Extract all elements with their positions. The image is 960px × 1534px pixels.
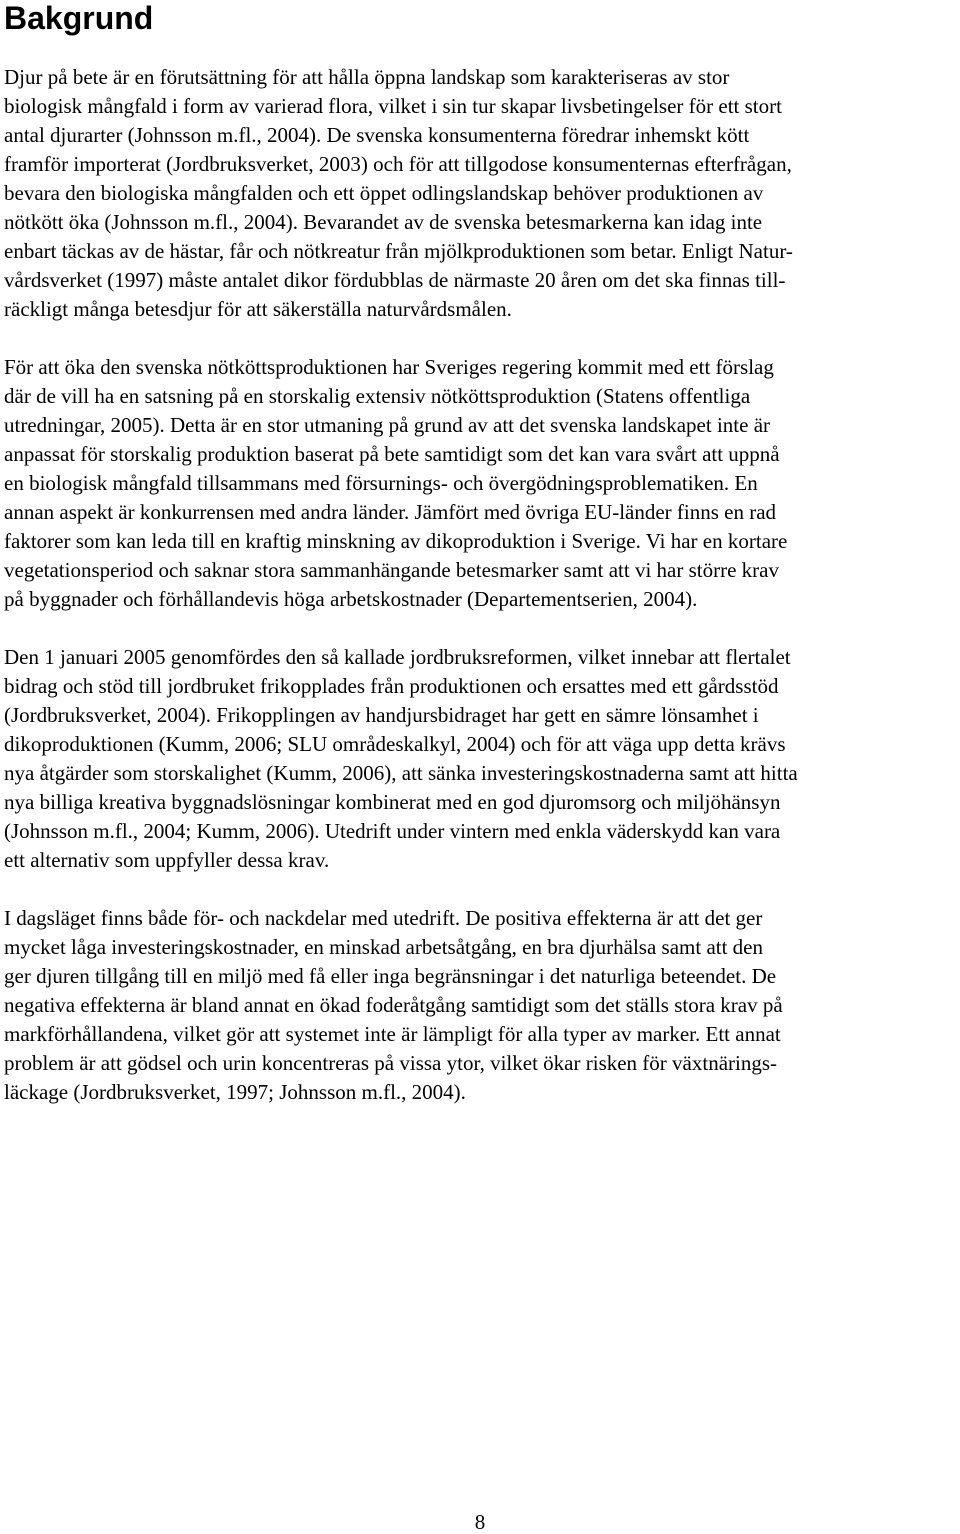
paragraph-line: framför importerat (Jordbruksverket, 2003) och för att tillgodose konsumenternas efterfrågan, <box>4 152 792 176</box>
paragraph-line: bidrag och stöd till jordbruket frikopplades från produktionen och ersattes med ett gårdsstöd <box>4 674 779 698</box>
paragraph-line: anpassat för storskalig produktion baserat på bete samtidigt som det kan vara svårt att uppnå <box>4 442 780 466</box>
paragraph-line: markförhållandena, vilket gör att systemet inte är lämpligt för alla typer av marker. Ett annat <box>4 1022 781 1046</box>
paragraph-1 <box>4 63 956 324</box>
paragraph-2 <box>4 353 956 614</box>
paragraph-3 <box>4 643 956 875</box>
paragraph-line: annan aspekt är konkurrensen med andra länder. Jämfört med övriga EU-länder finns en rad <box>4 500 777 524</box>
paragraph-line: nötkött öka (Johnsson m.fl., 2004). Bevarandet av de svenska betesmarkerna kan idag inte <box>4 210 763 234</box>
paragraph-line: Djur på bete är en förutsättning för att hålla öppna landskap som karakteriseras av stor <box>4 65 730 89</box>
paragraph-line: biologisk mångfald i form av varierad flora, vilket i sin tur skapar livsbetingelser för ett stort <box>4 94 782 118</box>
paragraph-line: faktorer som kan leda till en kraftig minskning av dikoproduktion i Sverige. Vi har en kortare <box>4 529 788 553</box>
paragraph-line: nya billiga kreativa byggnadslösningar kombinerat med en god djuromsorg och miljöhänsyn <box>4 790 781 814</box>
paragraph-line: på byggnader och förhållandevis höga arbetskostnader (Departementserien, 2004). <box>4 587 698 611</box>
paragraph-line: räckligt många betesdjur för att säkerställa naturvårdsmålen. <box>4 297 512 321</box>
paragraph-line: vegetationsperiod och saknar stora sammanhängande betesmarker samt att vi har större krav <box>4 558 779 582</box>
paragraph-line: I dagsläget finns både för- och nackdelar med utedrift. De positiva effekterna är att det ger <box>4 906 763 930</box>
paragraph-line: där de vill ha en satsning på en storskalig extensiv nötköttsproduktion (Statens offentliga <box>4 384 751 408</box>
paragraph-line: negativa effekterna är bland annat en ökad foderåtgång samtidigt som det ställs stora krav på <box>4 993 783 1017</box>
paragraph-line: (Johnsson m.fl., 2004; Kumm, 2006). Utedrift under vintern med enkla väderskydd kan vara <box>4 819 781 843</box>
paragraph-line: läckage (Jordbruksverket, 1997; Johnsson m.fl., 2004). <box>4 1080 466 1104</box>
paragraph-line: (Jordbruksverket, 2004). Frikopplingen av handjursbidraget har gett en sämre lönsamhet i <box>4 703 759 727</box>
paragraph-line: nya åtgärder som storskalighet (Kumm, 2006), att sänka investeringskostnaderna samt att hitta <box>4 761 798 785</box>
paragraph-line: utredningar, 2005). Detta är en stor utmaning på grund av att det svenska landskapet inte är <box>4 413 771 437</box>
paragraph-line: bevara den biologiska mångfalden och ett öppet odlingslandskap behöver produktionen av <box>4 181 764 205</box>
paragraph-line: ger djuren tillgång till en miljö med få eller inga begränsningar i det naturliga beteendet. De <box>4 964 777 988</box>
paragraph-line: ett alternativ som uppfyller dessa krav. <box>4 848 330 872</box>
paragraph-line: Den 1 januari 2005 genomfördes den så kallade jordbruksreformen, vilket innebar att flertalet <box>4 645 791 669</box>
paragraph-line: problem är att gödsel och urin koncentreras på vissa ytor, vilket ökar risken för växtnärings- <box>4 1051 778 1075</box>
paragraph-line: vårdsverket (1997) måste antalet dikor fördubblas de närmaste 20 åren om det ska finnas till- <box>4 268 786 292</box>
paragraph-line: mycket låga investeringskostnader, en minskad arbetsåtgång, en bra djurhälsa samt att den <box>4 935 764 959</box>
paragraph-line: För att öka den svenska nötköttsproduktionen har Sveriges regering kommit med ett förslag <box>4 355 774 379</box>
paragraph-line: en biologisk mångfald tillsammans med försurnings- och övergödningsproblematiken. En <box>4 471 758 495</box>
paragraph-line: enbart täckas av de hästar, får och nötkreatur från mjölkproduktionen som betar. Enligt Natur- <box>4 239 793 263</box>
paragraph-4 <box>4 904 956 1107</box>
page-number: 8 <box>474 1510 486 1534</box>
paragraph-line: dikoproduktionen (Kumm, 2006; SLU områdeskalkyl, 2004) och för att väga upp detta krävs <box>4 732 786 756</box>
paragraph-line: antal djurarter (Johnsson m.fl., 2004). De svenska konsumenterna föredrar inhemskt kött <box>4 123 750 147</box>
section-heading: Bakgrund <box>4 0 154 36</box>
